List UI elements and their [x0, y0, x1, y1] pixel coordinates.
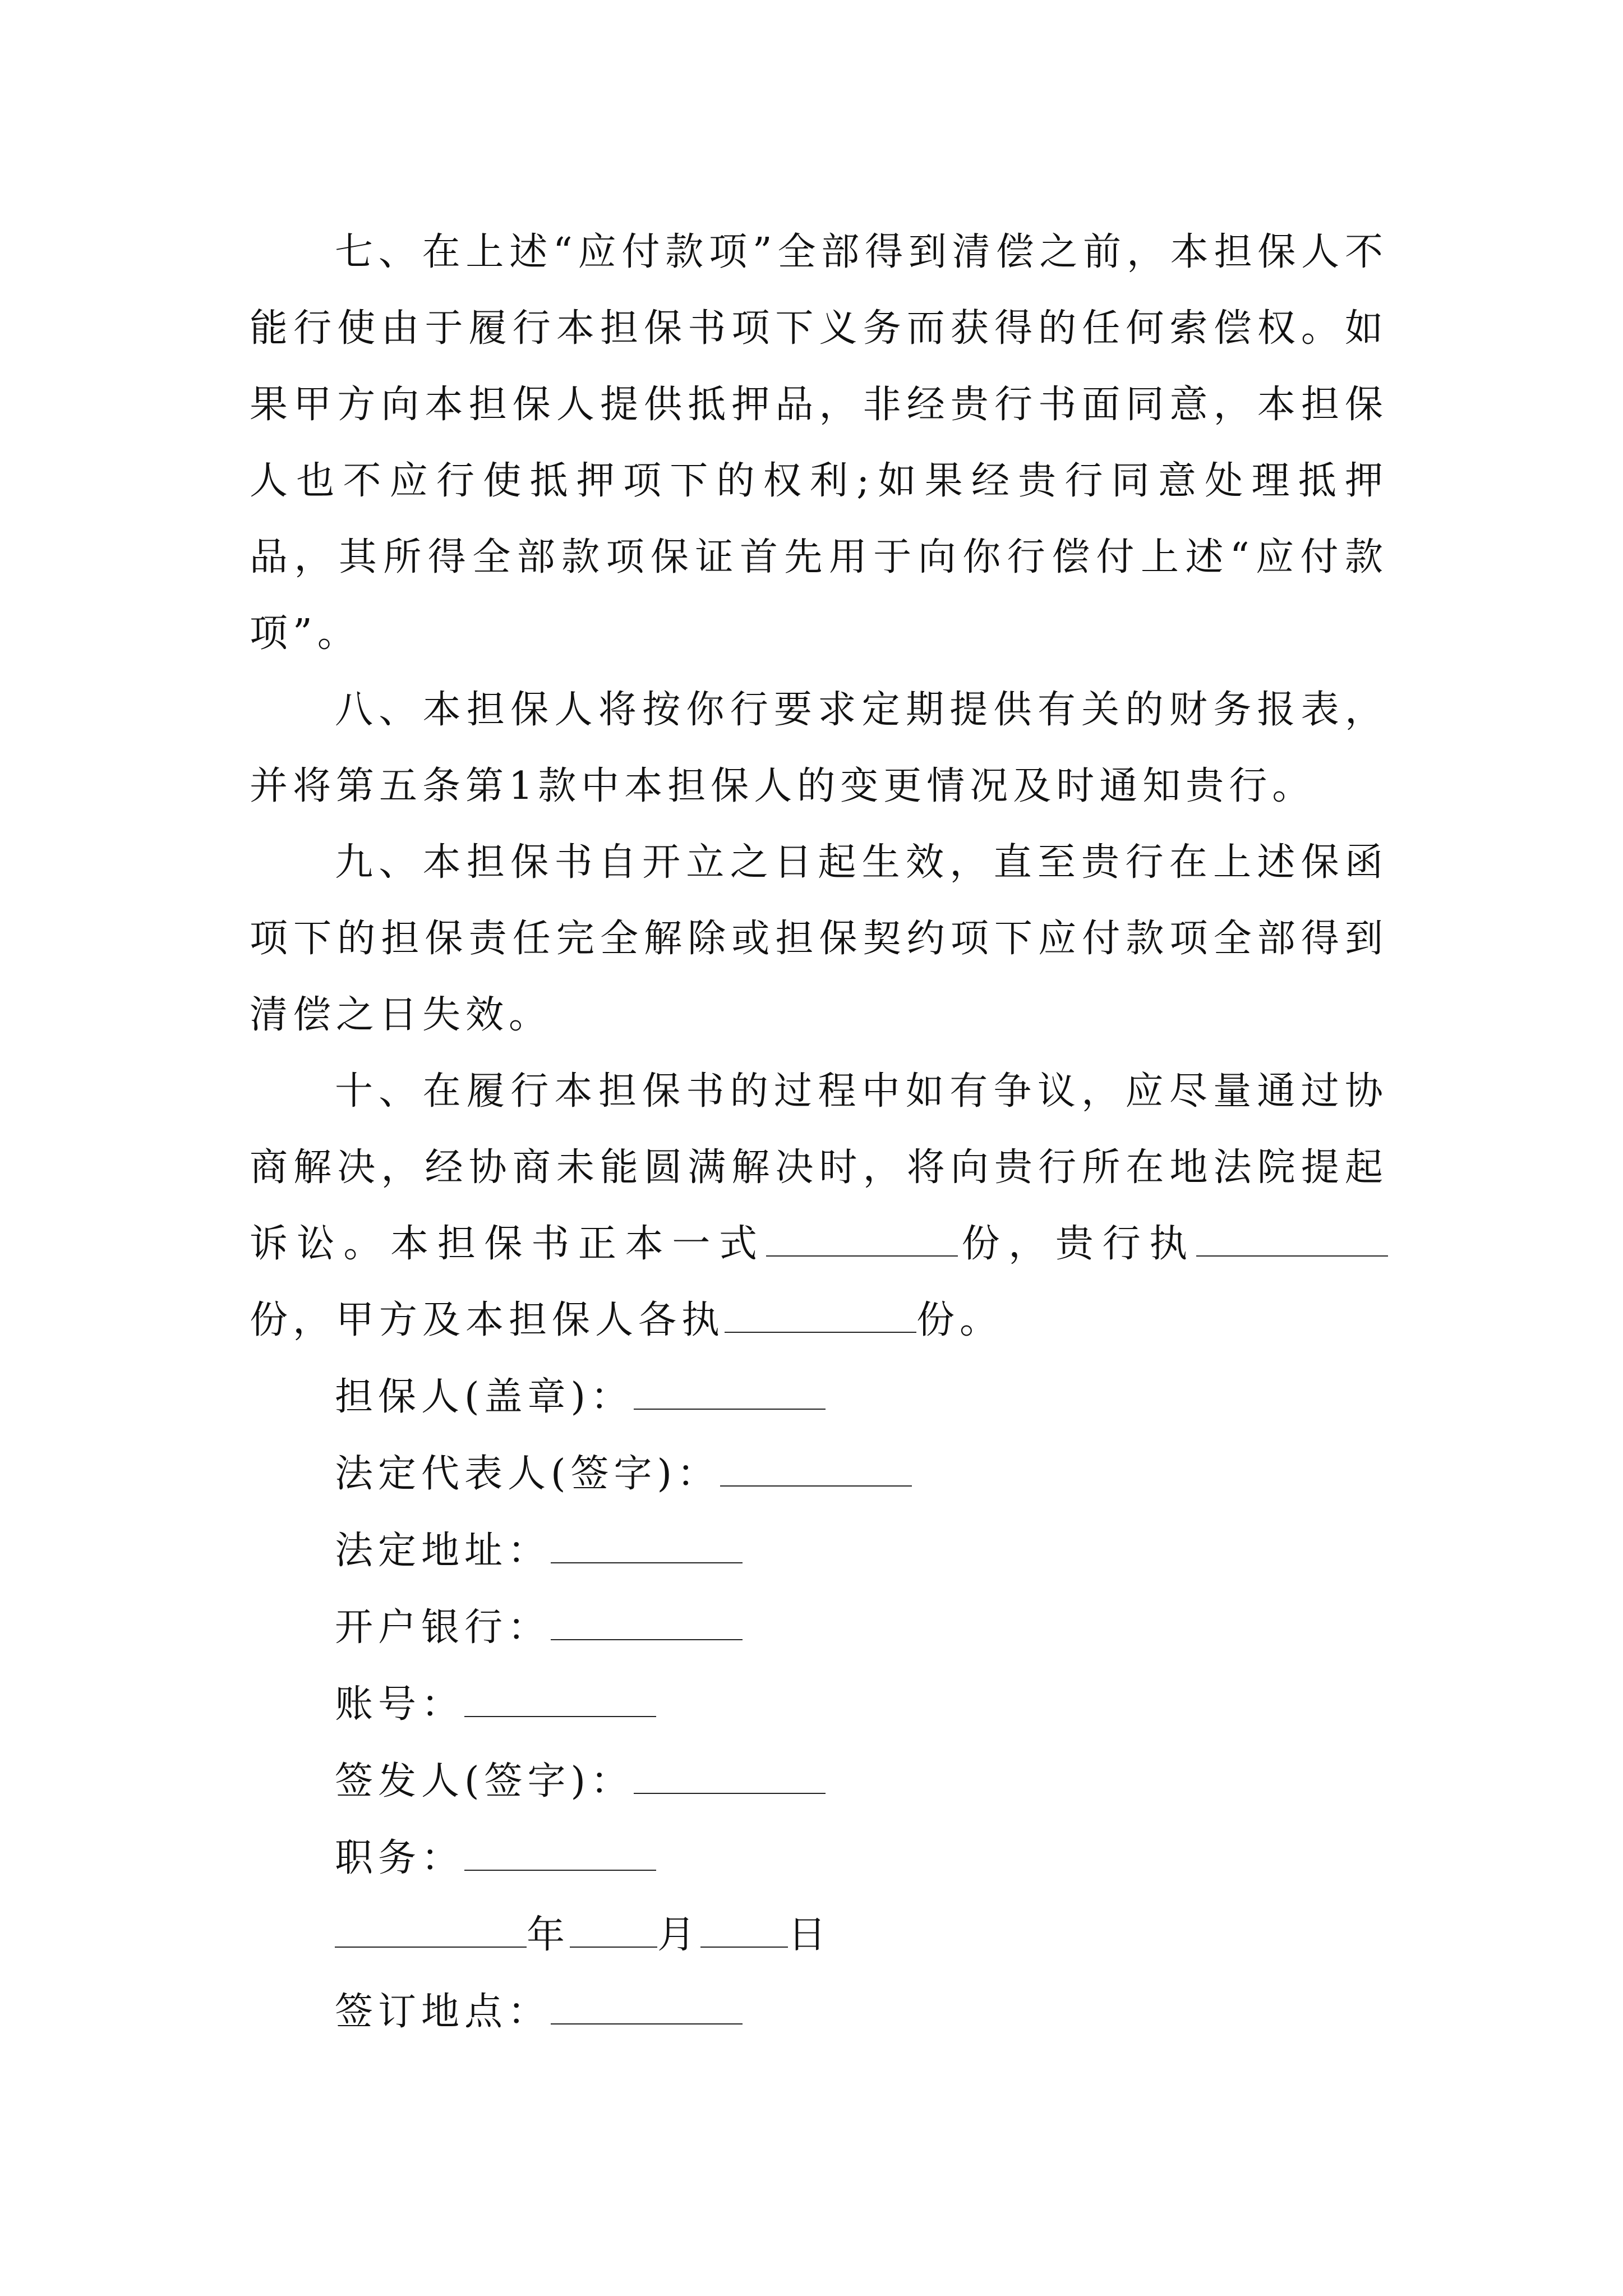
clause-10-text-b: 份，贵行执 — [957, 1222, 1196, 1266]
guarantor-seal-label: 担保人(盖章)： — [335, 1375, 634, 1419]
issuer-blank — [634, 1760, 826, 1794]
clause-7: 七、在上述“应付款项”全部得到清偿之前，本担保人不能行使由于履行本担保书项下义务而获得的任何索偿权。如果甲方向本担保人提供抵押品，非经贵行书面同意，本担保人也不应行使抵押项下的权利;如果经贵行同意处理抵押品，其所得全部款项保证首先用于向你行偿付上述“应付款项”。 — [250, 230, 1388, 656]
account-label: 账号： — [335, 1682, 465, 1727]
place-field — [250, 1973, 1388, 2050]
position-label: 职务： — [335, 1836, 465, 1880]
copies-bank-blank — [1196, 1223, 1388, 1257]
account-blank — [464, 1683, 656, 1717]
copies-total-blank — [766, 1223, 958, 1257]
issuer-field — [250, 1743, 1388, 1820]
issuer-label: 签发人(签字)： — [335, 1759, 634, 1803]
position-blank — [464, 1837, 656, 1871]
bank-label: 开户银行： — [335, 1605, 551, 1650]
year-label: 年 — [527, 1913, 570, 1957]
day-label: 日 — [788, 1913, 832, 1957]
clause-8: 八、本担保人将按你行要求定期提供有关的财务报表，并将第五条第1款中本担保人的变更情况及时通知贵行。 — [250, 688, 1388, 808]
account-field — [250, 1666, 1388, 1743]
clause-10 — [250, 1053, 1388, 1359]
bank-blank — [551, 1607, 743, 1640]
legal-rep-label: 法定代表人(签字)： — [335, 1452, 721, 1496]
document-body — [250, 214, 1388, 2050]
legal-rep-field — [250, 1435, 1388, 1512]
legal-address-blank — [551, 1530, 743, 1563]
legal-rep-blank — [720, 1453, 912, 1487]
legal-address-label: 法定地址： — [335, 1529, 551, 1573]
copies-each-blank — [725, 1299, 916, 1333]
clause-9: 九、本担保书自开立之日起生效，直至贵行在上述保函项下的担保责任完全解除或担保契约项下应付款项全部得到清偿之日失效。 — [250, 840, 1388, 1037]
year-blank — [335, 1914, 527, 1948]
position-field — [250, 1820, 1388, 1897]
guarantor-seal-field — [250, 1359, 1388, 1435]
date-field — [250, 1897, 1388, 1973]
place-blank — [551, 1991, 743, 2024]
place-label: 签订地点： — [335, 1990, 551, 2034]
day-blank — [700, 1914, 788, 1948]
clause-10-text-d: 份。 — [916, 1298, 1003, 1342]
bank-field — [250, 1589, 1388, 1666]
legal-address-field — [250, 1512, 1388, 1589]
clause-10-text-a: 十、在履行本担保书的过程中如有争议，应尽量通过协商解决，经协商未能圆满解决时，将向贵行所在地法院提起诉讼。本担保书正本一式 — [250, 1069, 1388, 1266]
clause-10-text-c: 份，甲方及本担保人各执 — [250, 1298, 725, 1342]
guarantor-seal-blank — [634, 1376, 826, 1410]
month-blank — [570, 1914, 657, 1948]
month-label: 月 — [657, 1913, 701, 1957]
